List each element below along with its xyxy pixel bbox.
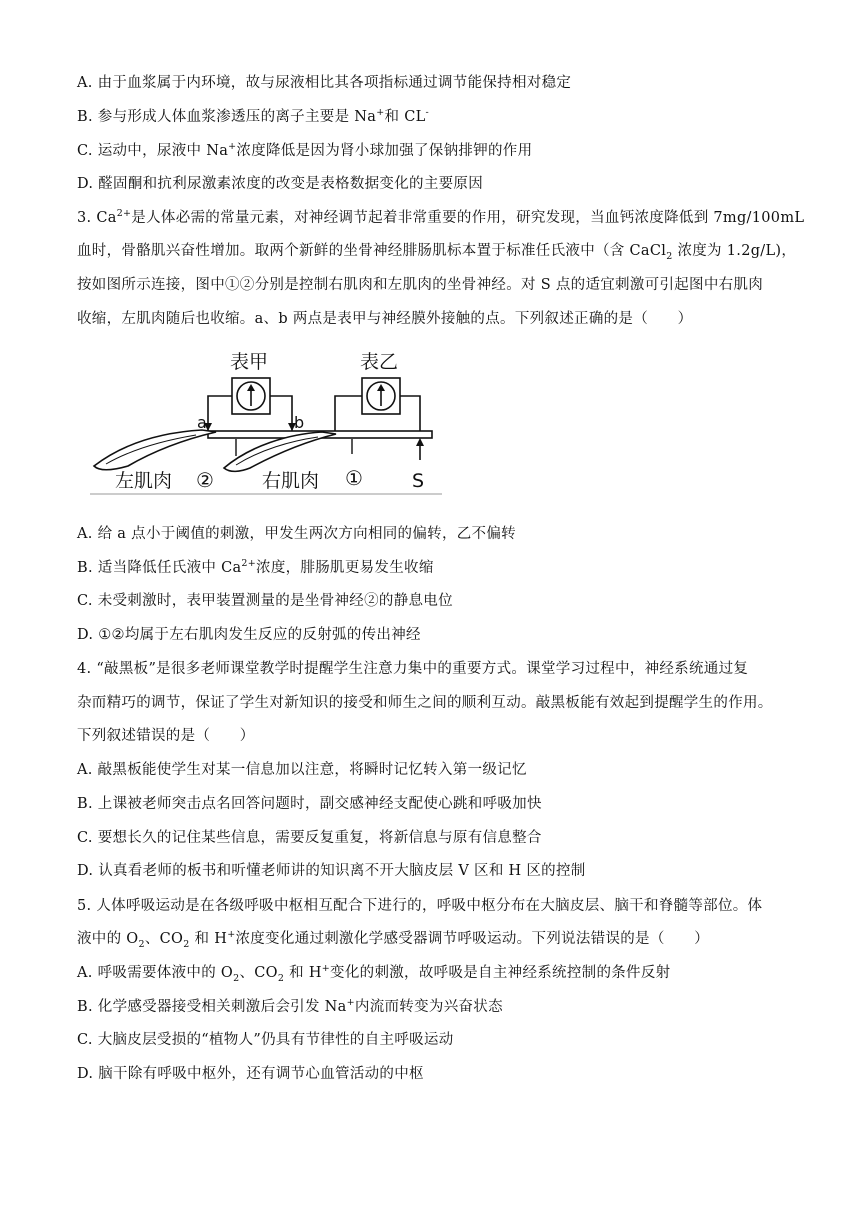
q3-stem-line2: 血时，骨骼肌兴奋性增加。取两个新鲜的坐骨神经腓肠肌标本置于标准任氏液中（含 CaCl$_2$ 浓度为 1.2g/L)， <box>77 243 797 262</box>
q5-option-b: B. 化学感受器接受相关刺激后会引发 Na+内流而转变为兴奋状态 <box>77 997 503 1015</box>
q4-option-a: A. 敲黑板能使学生对某一信息加以注意，将瞬时记忆转入第一级记忆 <box>77 762 527 778</box>
q2-option-b: B. 参与形成人体血浆渗透压的离子主要是 Na+和 CL- <box>77 107 430 125</box>
meter-jia-wire-a <box>208 396 232 431</box>
right-muscle-label: 右肌肉 <box>262 470 320 492</box>
q3-stem-line1: 3. $Ca^{2+}$是人体必需的常量元素，对神经调节起着非常重要的作用，研究发现，当血钙浓度降低到 7mg/100mL <box>77 208 805 226</box>
q5-stem-line2: 液中的 $O_2$、$CO_2$ 和 H+浓度变化通过刺激化学感受器调节呼吸运动。下列说法错误的是（ ） <box>77 929 710 950</box>
q3-option-a: A. 给 a 点小于阈值的刺激，甲发生两次方向相同的偏转，乙不偏转 <box>77 526 516 542</box>
q2-option-d: D. 醛固酮和抗利尿激素浓度的改变是表格数据变化的主要原因 <box>77 176 484 192</box>
q5-option-c: C. 大脑皮层受损的“植物人”仍具有节律性的自主呼吸运动 <box>77 1032 454 1048</box>
stimulus-label: S <box>412 470 425 492</box>
point-a-label: a <box>197 413 207 432</box>
q4-option-b: B. 上课被老师突击点名回答问题时，副交感神经支配使心跳和呼吸加快 <box>77 796 542 812</box>
q3-stem-line4: 收缩，左肌肉随后也收缩。a、b 两点是表甲与神经膜外接触的点。下列叙述正确的是（ ） <box>77 311 693 327</box>
left-muscle-shape <box>94 430 216 470</box>
q4-stem-line3: 下列叙述错误的是（ ） <box>77 728 255 744</box>
meter-yi-wire-right <box>400 396 420 431</box>
q2-option-c: C. 运动中，尿液中 Na+浓度降低是因为肾小球加强了保钠排钾的作用 <box>77 141 533 159</box>
q4-stem-line2: 杂而精巧的调节，保证了学生对新知识的接受和师生之间的顺利互动。敲黑板能有效起到提醒学生的作用。 <box>77 695 773 711</box>
q5-stem-line1: 5. 人体呼吸运动是在各级呼吸中枢相互配合下进行的，呼吸中枢分布在大脑皮层、脑干和脊髓等部位。体 <box>77 898 763 914</box>
q3-option-d: D. ①②均属于左右肌肉发生反应的反射弧的传出神经 <box>77 627 421 643</box>
left-muscle-label: 左肌肉 <box>115 470 173 492</box>
point-b-label: b <box>294 413 305 432</box>
q2-option-a: A. 由于血浆属于内环境，故与尿液相比其各项指标通过调节能保持相对稳定 <box>77 75 572 91</box>
meter-yi-label: 表乙 <box>360 351 399 373</box>
nerve-muscle-diagram <box>90 348 442 496</box>
q4-option-d: D. 认真看老师的板书和听懂老师讲的知识离不开大脑皮层 V 区和 H 区的控制 <box>77 863 586 879</box>
stimulus-arrow-icon <box>416 438 424 446</box>
q3-stem-line3: 按如图所示连接，图中①②分别是控制右肌肉和左肌肉的坐骨神经。对 S 点的适宜刺激可引起图中右肌肉 <box>77 277 764 293</box>
q4-option-c: C. 要想长久的记住某些信息，需要反复重复，将新信息与原有信息整合 <box>77 830 542 846</box>
q4-stem-line1: 4. “敲黑板”是很多老师课堂教学时提醒学生注意力集中的重要方式。课堂学习过程中，神经系统通过复 <box>77 661 749 677</box>
meter-jia-label: 表甲 <box>230 351 269 373</box>
meter-jia-wire-b <box>270 396 292 431</box>
meter-yi-wire-left <box>335 396 362 431</box>
nerve-2-label: ② <box>196 468 214 492</box>
q3-option-b: B. 适当降低任氏液中 $Ca^{2+}$浓度，腓肠肌更易发生收缩 <box>77 558 434 576</box>
q3-option-c: C. 未受刺激时，表甲装置测量的是坐骨神经②的静息电位 <box>77 593 453 609</box>
q5-option-d: D. 脑干除有呼吸中枢外，还有调节心血管活动的中枢 <box>77 1066 424 1082</box>
q5-option-a: A. 呼吸需要体液中的 $O_2$、$CO_2$ 和 H+变化的刺激，故呼吸是自主神经系统控制的条件反射 <box>77 963 671 984</box>
nerve-1-label: ① <box>345 466 363 490</box>
